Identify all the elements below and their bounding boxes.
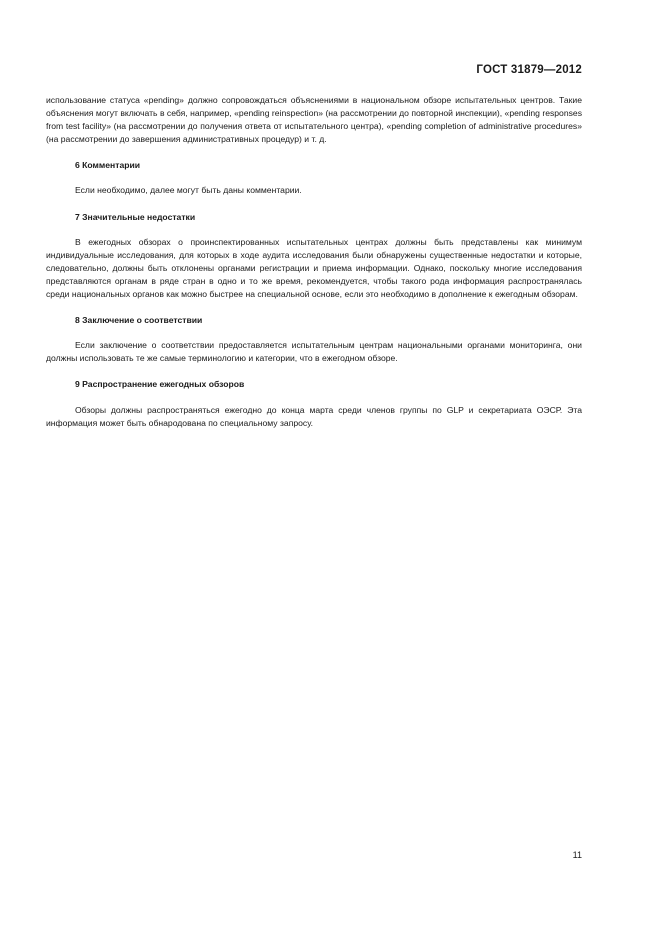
section-heading-comments: 6 Комментарии bbox=[75, 160, 141, 171]
section-heading-significant-deficiencies: 7 Значительные недостатки bbox=[75, 211, 196, 222]
section-heading-distribution: 9 Распространение ежегодных обзоров bbox=[75, 379, 245, 390]
page-number: 11 bbox=[572, 850, 582, 860]
intro-paragraph: использование статуса «pending» должно сопровождаться объяснениями в национальном обзоре испытательных центров. Такие объяснения могут включать в себя, например, «pending reinspection» (на рассмотрении до повторной инспекции), «pending responses from test facility» (на рассмотрении до получения ответа от испытательного центра), «pending completion of administrative procedures» (на рассмотрении до завершения административных процедур) и т. д. bbox=[46, 95, 582, 145]
section-heading-compliance-statement: 8 Заключение о соответствии bbox=[75, 315, 203, 326]
document-code: ГОСТ 31879—2012 bbox=[476, 64, 582, 76]
section-text-comments: Если необходимо, далее могут быть даны комментарии. bbox=[75, 185, 302, 196]
section-text-significant-deficiencies: В ежегодных обзорах о проинспектированных испытательных центрах должны быть представлены как минимум индивидуальные исследования, для которых в ходе аудита исследования были обнаружены существенные недостатки и которые, следовательно, должны быть отклонены органами регистрации и приема информации. Однако, поскольку многие исследования представляются органам в ряде стран в одно и то же время, рекомендуется, чтобы такого рода информация распространялась среди национальных органов как можно быстрее на специальной основе, если это необходимо в дополнение к ежегодным обзорам. bbox=[46, 236, 582, 300]
document-body bbox=[46, 94, 582, 430]
section-text-compliance-statement: Если заключение о соответствии предоставляется испытательным центрам национальными органами мониторинга, они должны использовать те же самые терминологию и категории, что в ежегодном обзоре. bbox=[46, 340, 582, 364]
section-text-distribution: Обзоры должны распространяться ежегодно до конца марта среди членов группы по GLP и секретариата ОЭСР. Эта информация может быть обнародована по специальному запросу. bbox=[46, 404, 582, 428]
